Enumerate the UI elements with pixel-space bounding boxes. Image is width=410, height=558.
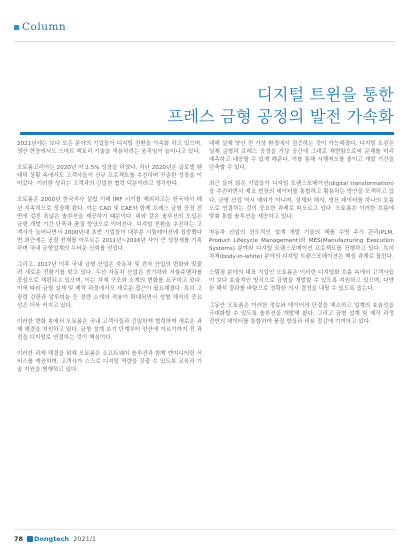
body-paragraph: 자동차 산업의 선도적인 설계 개발 기술의 제품 수명 주기 관리(PLM, Product Lifecycle Management)와 MES(Manufacturing Execution Systems) 분야와 디지털 트랜스포메이션 프로젝트를 진행하고 있다. 특히 차체(body-in-white) 분야의 디지털 트랜스포메이션은 핵심 과제로 꼽힌다.	[209, 229, 394, 261]
magazine-logo	[27, 535, 69, 543]
title-underline	[20, 132, 394, 135]
body-paragraph: 스탬핑 분야의 대표 기업인 오토폼은 이러한 디지털화 흐름 속에서 고객사들이 보다 효율적인 방식으로 금형을 개발할 수 있도록 지원하고 있으며, 다양한 해석 결과를 바탕으로 정확한 의사 결정을 내릴 수 있도록 돕는다.	[209, 270, 394, 293]
column-section-label	[14, 21, 66, 33]
body-paragraph: 이러한 변화 속에서 오토폼은 국내 고객사들과 긴밀하게 협력하며 새로운 과제 해결을 지원하고 있다. 금형 설계 초기 단계부터 양산에 이르기까지 전 과정을 디지털로 연결하는 것이 핵심이다.	[17, 318, 202, 341]
page-footer	[14, 533, 396, 545]
footer-divider	[14, 529, 396, 530]
body-paragraph: 오토폼코리아는 2020년 약 2.5% 성장을 하였다. 지난 2020년은 글로벌 팬데믹 상황 속에서도 고객사들이 신규 프로젝트를 추진하며 꾸준한 성장을 이어갔다. 이러한 성과는 고객과의 긴밀한 협력 덕분이라고 생각한다.	[17, 165, 202, 188]
body-paragraph: 대해 실제 양산 전 가상 환경에서 검증하는 것이 가능해졌다. 디지털 트윈은 실제 금형과 프레스 공정을 가상 공간에 그대로 재현함으로써 문제를 미리 예측하고 대응할 수 있게 해준다. 이를 통해 시행착오를 줄이고 개발 기간을 단축할 수 있다.	[209, 141, 394, 172]
article-body-left-column	[17, 140, 202, 530]
article-title-line1: 디지털 트윈을 통한	[257, 85, 394, 104]
article-body-right-column	[209, 140, 394, 530]
issue-date: 2021/1	[73, 535, 97, 543]
section-marker-icon	[14, 25, 19, 30]
column-label-text: Column	[22, 21, 67, 33]
page-number: 78	[14, 535, 24, 543]
body-paragraph: 그동안 오토폼은 이러한 정보와 데이터의 단절을 해소하고 업계의 효율성을 극대화할 수 있도록 솔루션을 개발해 왔다. 그리고 금형 설계 및 제작 과정 전반의 데이터를 통합하여 품질 향상과 비용 절감에 기여하고 있다.	[209, 302, 394, 325]
body-paragraph: 2021년에는 보다 모든 분야의 기업들이 디지털 전환을 가속화 하고 있으며, 생산 현장에서도 스마트 팩토리 기술을 적용하려는 움직임이 늘어나고 있다.	[17, 141, 202, 156]
header-divider	[14, 41, 396, 42]
article-title-line2: 프레스 금형 공정의 발전 가속화	[167, 107, 394, 126]
body-paragraph: 이러한 과제 해결을 위해 오토폼은 소프트웨어 솔루션과 함께 엔지니어링 서비스를 제공하며, 고객사가 스스로 디지털 역량을 갖출 수 있도록 교육과 기술 지원을 병행하고 있다.	[17, 350, 202, 374]
body-paragraph: 그리고, 2017년 이후 국내 금형 산업은 자동차 및 전자 산업의 변화와 맞물려 새로운 전환기를 맞고 있다. 우선 자동차 산업은 전기차와 자율주행차를 중심으로 재편되고 있으며, 이는 차체 구조와 소재의 변화를 요구하고 있다. 이에 따라 금형 설계 및 제작 과정에서도 새로운 접근이 필요해졌다. 특히 고장력 강판과 알루미늄 등 경량 소재의 적용이 확대되면서 성형 해석의 중요성은 더욱 커지고 있다.	[17, 262, 202, 309]
logo-mark-icon	[27, 536, 33, 542]
body-paragraph: 오토폼은 2000년 한국지사 설립 이래 IMF 시기를 제외하고는 한국에서 매년 지속적으로 성장해 왔다. 이는 CAD 및 CAE와 함께 프레스 금형 공정 전반에 걸친 폭넓은 솔루션을 제공하기 때문이다. 위와 같은 솔루션의 도입은 금형 개발 기간 단축과 품질 향상으로 이어진다. 디지털 전환을 추진하는 고객사가 늘어나면서 2000년대 초반 기업들이 대부분 시뮬레이션에 집중했다면 최근에는 공정 전체를 아우르는 2011년~2016년 사이 큰 성장세를 기록하며 국내 금형업계의 두터운 신뢰를 얻었다.	[17, 197, 202, 253]
body-paragraph: 최근 들어 많은 기업들이 디지털 트랜스포메이션(digital transformation)을 추진하면서 제조 현장의 데이터를 통합하고 활용하는 방안을 모색하고 있다. 금형 산업 역시 예외가 아니며, 설계와 해석, 생산 데이터를 하나의 흐름으로 연결하는 것이 중요한 과제로 떠오르고 있다. 오토폼은 이러한 흐름에 맞춰 통합 솔루션을 제공하고 있다.	[209, 181, 394, 220]
logo-text: Dongtech	[34, 535, 70, 543]
